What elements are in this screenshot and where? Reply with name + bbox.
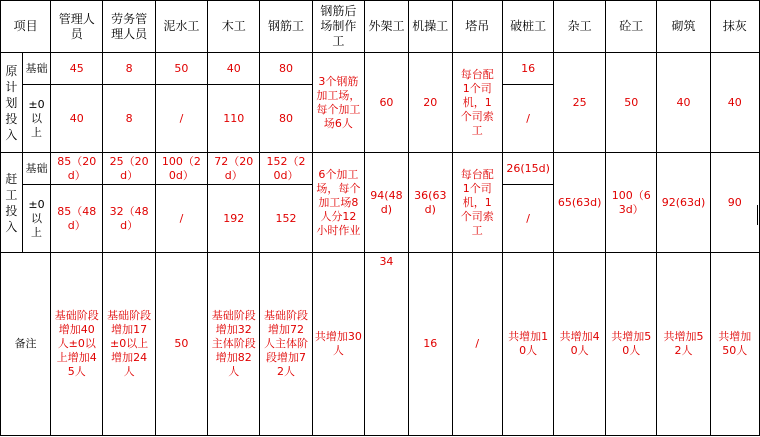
remarks-mgmt: 基础阶段增加40人±0以上增加45人 (54, 309, 99, 378)
rush-crane: 每台配1个司机，1个司索工 (460, 167, 494, 237)
header-rebar: 钢筋工 (260, 1, 312, 53)
rush-foundation-labor-mgmt: 25（20d） (103, 153, 155, 185)
header-rebar-yard: 钢筋后场制作工 (320, 4, 357, 48)
original-machine: 20 (408, 53, 452, 153)
original-above-rebar: 80 (260, 85, 312, 153)
rush-machine: 36(63d) (408, 153, 452, 253)
header-mgmt: 管理人员 (58, 11, 95, 41)
remarks-misc: 共增加40人 (559, 330, 600, 357)
rush-foundation-mason: 100（20d） (161, 154, 201, 182)
rush-above-mgmt: 85（48d） (51, 185, 103, 253)
rush-above-rebar: 152 (260, 185, 312, 253)
original-plaster: 40 (710, 53, 759, 153)
remarks-concrete: 共增加50人 (611, 330, 652, 357)
rush-above-label: ±0以上 (28, 197, 45, 239)
original-foundation-carpenter: 40 (208, 53, 260, 85)
header-concrete: 砼工 (605, 1, 657, 53)
original-rebar-yard: 3个钢筋加工场，每个加工场6人 (316, 74, 361, 130)
remarks-labor-mgmt: 基础阶段增加17±0以上增加24人 (107, 309, 152, 378)
rush-masonry: 92(63d) (657, 153, 710, 253)
remarks-machine: 16 (408, 253, 452, 436)
remarks-crane: / (452, 253, 502, 436)
rush-foundation-rebar: 152（20d） (266, 154, 306, 182)
edge-gridline-fragment (757, 205, 758, 225)
original-above-label: ±0以上 (28, 97, 45, 139)
header-labor-mgmt: 劳务管理人员 (111, 11, 148, 41)
original-foundation-labor-mgmt: 8 (103, 53, 155, 85)
original-above-labor-mgmt: 8 (103, 85, 155, 153)
rush-foundation-mgmt: 85（20d） (51, 153, 103, 185)
rush-misc: 65(63d) (554, 153, 606, 253)
header-mason: 泥水工 (155, 1, 207, 53)
rush-foundation-row (1, 153, 760, 185)
original-foundation-rebar: 80 (260, 53, 312, 85)
rush-label: 赶工投入 (5, 171, 18, 234)
original-above-mason: / (155, 85, 207, 153)
remarks-pile: 共增加10人 (508, 330, 549, 357)
remarks-plaster: 共增加50人 (718, 330, 752, 357)
rush-foundation-carpenter: 72（20d） (208, 153, 260, 185)
original-plan-label: 原计划投入 (5, 63, 18, 142)
header-carpenter: 木工 (208, 1, 260, 53)
original-foundation-label: 基础 (22, 53, 50, 85)
rush-foundation-pile: 26(15d) (502, 153, 554, 185)
original-above-mgmt: 40 (51, 85, 103, 153)
rush-rebar-yard: 6个加工场，每个加工场8人分12小时作业 (316, 167, 361, 237)
original-foundation-mgmt: 45 (51, 53, 103, 85)
original-scaffold: 60 (365, 53, 409, 153)
original-masonry: 40 (657, 53, 710, 153)
rush-foundation-label: 基础 (22, 153, 50, 185)
remarks-rebar: 基础阶段增加72人主体阶段增加72人 (264, 309, 309, 378)
header-pile: 破桩工 (502, 1, 554, 53)
header-scaffold: 外架工 (365, 1, 409, 53)
original-concrete: 50 (605, 53, 657, 153)
original-above-carpenter: 110 (208, 85, 260, 153)
remarks-scaffold: 34 (365, 253, 409, 436)
rush-plaster: 90 (710, 153, 759, 253)
remarks-masonry: 共增加52人 (663, 330, 704, 357)
rush-concrete: 100（63d） (611, 188, 651, 216)
original-foundation-row (1, 53, 760, 85)
remarks-mason: 50 (155, 253, 207, 436)
remarks-rebar-yard: 共增加30人 (312, 253, 364, 436)
remarks-carpenter: 基础阶段增加32主体阶段增加82人 (211, 309, 256, 378)
header-masonry: 砌筑 (657, 1, 710, 53)
remarks-row (1, 253, 760, 436)
header-plaster: 抹灰 (710, 1, 759, 53)
header-machine: 机操工 (408, 1, 452, 53)
original-misc: 25 (554, 53, 606, 153)
header-row (1, 1, 760, 53)
rush-above-carpenter: 192 (208, 185, 260, 253)
header-crane: 塔吊 (452, 1, 502, 53)
rush-scaffold: 94(48d) (365, 153, 409, 253)
original-foundation-mason: 50 (155, 53, 207, 85)
header-item: 项目 (1, 1, 51, 53)
remarks-label: 备注 (1, 253, 51, 436)
original-crane: 每台配1个司机，1个司索工 (460, 67, 494, 137)
original-above-pile: / (502, 85, 554, 153)
rush-above-pile: / (502, 185, 554, 253)
rush-above-mason: / (155, 185, 207, 253)
header-misc: 杂工 (554, 1, 606, 53)
original-foundation-pile: 16 (502, 53, 554, 85)
rush-above-labor-mgmt: 32（48d） (103, 185, 155, 253)
